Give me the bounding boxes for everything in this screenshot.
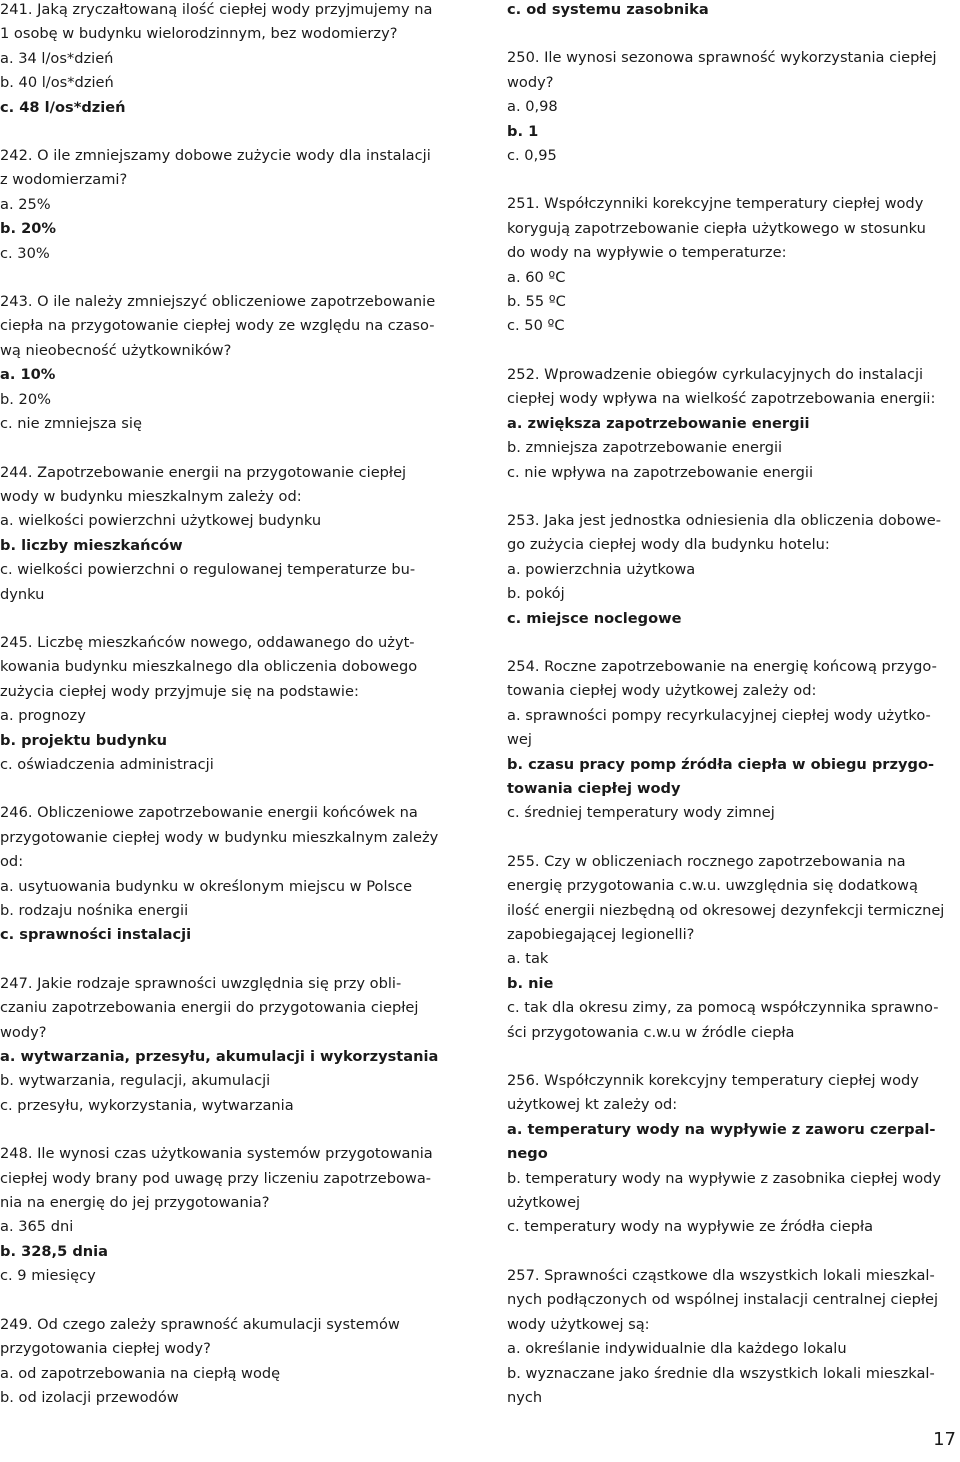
text-line: b. pokój (507, 585, 565, 603)
correct-answer-line: b. projektu budynku (0, 731, 168, 749)
text-line: nych (507, 1388, 543, 1406)
text-line: 1 osobę w budynku wielorodzinnym, bez wodomierzy? (0, 25, 398, 43)
question-block (0, 0, 464, 120)
text-line: ilość energii niezbędną od okresowej dezynfekcji termicznej (507, 901, 945, 919)
correct-answer-line: a. 10% (0, 366, 56, 384)
text-line: c. 9 miesięcy (0, 1267, 96, 1285)
question-block (507, 363, 960, 485)
text-line: użytkowej kt zależy od: (507, 1096, 678, 1114)
correct-answer-line: a. temperatury wody na wypływie z zaworu czerpal- (507, 1120, 936, 1138)
text-line: b. 20% (0, 390, 51, 408)
text-line: ciepłej wody brany pod uwagę przy liczeniu zapotrzebowa- (0, 1169, 432, 1187)
text-line: c. temperatury wody na wypływie ze źródła ciepła (507, 1218, 874, 1236)
text-line: do wody na wypływie o temperaturze: (507, 244, 787, 262)
correct-answer-line: a. zwiększa zapotrzebowanie energii (507, 414, 810, 432)
text-line: c. oświadczenia administracji (0, 755, 214, 773)
text-line: korygują zapotrzebowanie ciepła użytkowego w stosunku (507, 219, 926, 237)
text-line: wej (507, 731, 532, 749)
text-line: b. zmniejsza zapotrzebowanie energii (507, 439, 783, 457)
text-line: kowania budynku mieszkalnego dla obliczenia dobowego (0, 658, 418, 676)
text-line: c. nie wpływa na zapotrzebowanie energii (507, 463, 814, 481)
text-line: zużycia ciepłej wody przyjmuje się na podstawie: (0, 682, 359, 700)
question-block (0, 461, 464, 607)
text-line: a. 0,98 (507, 98, 558, 116)
text-line: c. przesyłu, wykorzystania, wytwarzania (0, 1096, 294, 1114)
text-line: 243. O ile należy zmniejszyć obliczeniowe zapotrzebowanie (0, 293, 436, 311)
correct-answer-line: b. nie (507, 974, 554, 992)
correct-answer-line: towania ciepłej wody (507, 779, 681, 797)
text-line: czaniu zapotrzebowania energii do przygotowania ciepłej (0, 999, 419, 1017)
text-line: a. tak (507, 950, 549, 968)
text-line: wody w budynku mieszkalnym zależy od: (0, 487, 302, 505)
text-line: 245. Liczbę mieszkańców nowego, oddawanego do użyt- (0, 633, 415, 651)
text-line: wody? (507, 73, 554, 91)
text-line: towania ciepłej wody użytkowej zależy od: (507, 682, 817, 700)
question-block (507, 0, 960, 22)
correct-answer-line: c. miejsce noclegowe (507, 609, 682, 627)
right-column (507, 0, 960, 1434)
text-line: a. prognozy (0, 707, 86, 725)
text-line: c. 50 ºC (507, 317, 565, 335)
text-line: 251. Współczynniki korekcyjne temperatury ciepłej wody (507, 195, 924, 213)
left-column (0, 0, 464, 1434)
correct-answer-line: b. 1 (507, 122, 539, 140)
correct-answer-line: a. wytwarzania, przesyłu, akumulacji i wykorzystania (0, 1048, 439, 1066)
question-block (507, 1264, 960, 1410)
question-block (507, 192, 960, 338)
text-line: od: (0, 853, 24, 871)
question-block (0, 1142, 464, 1288)
text-line: energię przygotowania c.w.u. uwzględnia się dodatkową (507, 877, 918, 895)
text-line: wody? (0, 1023, 47, 1041)
text-line: ści przygotowania c.w.u w źródle ciepła (507, 1023, 795, 1041)
correct-answer-line: b. 328,5 dnia (0, 1242, 108, 1260)
text-line: z wodomierzami? (0, 171, 128, 189)
text-line: a. 365 dni (0, 1218, 74, 1236)
correct-answer-line: nego (507, 1145, 548, 1163)
text-line: c. 30% (0, 244, 50, 262)
text-line: a. powierzchnia użytkowa (507, 560, 696, 578)
question-block (0, 1313, 464, 1411)
text-line: 257. Sprawności cząstkowe dla wszystkich lokali mieszkal- (507, 1266, 935, 1284)
text-line: 253. Jaka jest jednostka odniesienia dla obliczenia dobowe- (507, 511, 942, 529)
text-line: b. wyznaczane jako średnie dla wszystkich lokali mieszkal- (507, 1364, 935, 1382)
text-line: 246. Obliczeniowe zapotrzebowanie energii końcówek na (0, 804, 418, 822)
text-line: przygotowania ciepłej wody? (0, 1340, 211, 1358)
text-line: 254. Roczne zapotrzebowanie na energię końcową przygo- (507, 657, 937, 675)
correct-answer-line: b. liczby mieszkańców (0, 536, 183, 554)
text-line: ciepłej wody wpływa na wielkość zapotrzebowania energii: (507, 390, 936, 408)
text-line: a. 60 ºC (507, 268, 566, 286)
text-line: c. średniej temperatury wody zimnej (507, 804, 775, 822)
question-block (0, 972, 464, 1118)
text-line: c. tak dla okresu zimy, za pomocą współczynnika sprawno- (507, 999, 939, 1017)
text-line: a. określanie indywidualnie dla każdego lokalu (507, 1340, 847, 1358)
question-block (0, 631, 464, 777)
text-line: wody użytkowej są: (507, 1315, 650, 1333)
text-line: b. rodzaju nośnika energii (0, 902, 189, 919)
text-line: 256. Współczynnik korekcyjny temperatury ciepłej wody (507, 1072, 919, 1090)
text-line: b. 55 ºC (507, 293, 566, 311)
correct-answer-line: b. czasu pracy pomp źródła ciepła w obiegu przygo- (507, 755, 935, 773)
text-line: b. temperatury wody na wypływie z zasobnika ciepłej wody (507, 1169, 942, 1187)
text-line: 244. Zapotrzebowanie energii na przygotowanie ciepłej (0, 463, 407, 481)
page-number: 17 (933, 1429, 956, 1450)
text-line: 252. Wprowadzenie obiegów cyrkulacyjnych do instalacji (507, 365, 924, 383)
text-line: go zużycia ciepłej wody dla budynku hotelu: (507, 536, 830, 554)
correct-answer-line: c. 48 l/os*dzień (0, 98, 126, 116)
text-line: użytkowej (507, 1194, 581, 1212)
text-line: b. od izolacji przewodów (0, 1388, 179, 1406)
correct-answer-line: c. od systemu zasobnika (507, 1, 709, 18)
text-line: przygotowanie ciepłej wody w budynku mieszkalnym zależy (0, 828, 439, 846)
correct-answer-line: c. sprawności instalacji (0, 926, 192, 944)
text-line: a. od zapotrzebowania na ciepłą wodę (0, 1364, 281, 1382)
text-line: nia na energię do jej przygotowania? (0, 1194, 270, 1212)
text-line: nych podłączonych od wspólnej instalacji centralnej ciepłej (507, 1291, 939, 1309)
question-block (507, 655, 960, 826)
question-block (507, 1069, 960, 1240)
question-block (0, 801, 464, 947)
text-line: c. 0,95 (507, 147, 557, 165)
text-line: b. 40 l/os*dzień (0, 74, 114, 92)
text-line: 242. O ile zmniejszamy dobowe zużycie wody dla instalacji (0, 147, 431, 165)
text-line: b. wytwarzania, regulacji, akumulacji (0, 1072, 271, 1090)
text-line: ciepła na przygotowanie ciepłej wody ze względu na czaso- (0, 317, 435, 335)
text-line: dynku (0, 585, 45, 603)
text-line: c. nie zmniejsza się (0, 415, 142, 433)
text-line: 249. Od czego zależy sprawność akumulacji systemów (0, 1315, 400, 1333)
question-block (507, 46, 960, 168)
text-line: 248. Ile wynosi czas użytkowania systemów przygotowania (0, 1145, 433, 1163)
text-line: 241. Jaką zryczałtowaną ilość ciepłej wody przyjmujemy na (0, 1, 433, 18)
text-line: 255. Czy w obliczeniach rocznego zapotrzebowania na (507, 852, 906, 870)
correct-answer-line: b. 20% (0, 220, 57, 238)
question-block (0, 144, 464, 266)
text-line: a. wielkości powierzchni użytkowej budynku (0, 512, 322, 530)
question-block (507, 509, 960, 631)
text-line: wą nieobecność użytkowników? (0, 341, 232, 359)
question-block (507, 850, 960, 1045)
text-line: 250. Ile wynosi sezonowa sprawność wykorzystania ciepłej (507, 49, 937, 67)
text-line: c. wielkości powierzchni o regulowanej temperaturze bu- (0, 561, 416, 579)
text-line: a. sprawności pompy recyrkulacyjnej ciepłej wody użytko- (507, 706, 931, 724)
question-block (0, 290, 464, 436)
text-line: a. 25% (0, 195, 51, 213)
text-line: a. usytuowania budynku w określonym miejscu w Polsce (0, 877, 413, 895)
text-line: zapobiegającej legionelli? (507, 926, 695, 943)
text-line: a. 34 l/os*dzień (0, 49, 114, 67)
text-line: 247. Jakie rodzaje sprawności uwzględnia się przy obli- (0, 974, 402, 992)
